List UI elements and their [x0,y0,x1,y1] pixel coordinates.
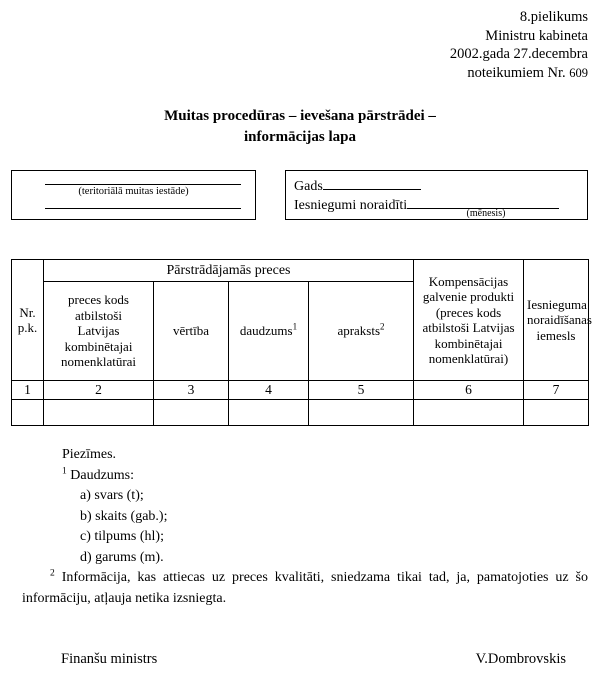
document-reference-header [248,8,588,82]
month-caption: (mēnesis) [466,208,506,219]
form-boxes-row [11,170,588,220]
authority-caption: (teritoriālā muitas iestāde) [78,186,189,197]
page-title [0,106,600,148]
description-footnote-marker: 2 [380,321,385,332]
annex-number: 8.pielikums [519,9,588,25]
cell-compensating-products[interactable] [414,400,524,426]
quantity-footnote-marker: 1 [292,321,298,332]
cell-value[interactable] [154,400,229,426]
description-label: apraksts [337,323,381,339]
year-input[interactable] [323,175,421,190]
cell-quantity[interactable] [229,400,309,426]
column-number-4: 4 [229,381,309,400]
footnote-1-label: Daudzums: [70,467,135,483]
unit-option-d: d) garums (m). [80,549,164,565]
column-header-nr [12,260,44,381]
compensating-line-5: kombinētajai [434,335,503,351]
table-row[interactable] [12,400,589,426]
table-group-header-row [12,260,589,282]
column-header-description [309,282,414,381]
compensating-line-4: atbilstoši Latvijas [422,320,515,335]
regulation-reference [248,64,588,83]
compensating-line-2: galvenie produkti [422,289,515,304]
column-header-nr-line-2: p.k. [17,320,38,335]
regulation-number: 609 [569,65,588,80]
table-column-number-row [12,381,589,400]
unit-option-b: b) skaits (gab.); [80,508,168,524]
rejection-line-2: noraidīšanas [527,312,592,328]
quantity-label: daudzums [239,323,293,339]
footnote-1-marker: 1 [62,465,67,476]
goods-code-line-5: nomenklatūrai [60,354,137,370]
rejection-line-1: Iesnieguma [527,296,587,312]
customs-authority-box [11,170,256,220]
notes-title: Piezīmes. [62,447,117,462]
footnote-1 [62,466,588,487]
column-header-goods-code [44,282,154,381]
rejection-line-3: iemesls [536,327,576,343]
issuing-body: Ministru kabineta [485,27,588,44]
minister-title: Finanšu ministrs [61,651,158,667]
rejected-applications-label: Iesniegumi noraidīti [294,198,408,213]
column-header-compensating-products [414,260,524,381]
goods-information-table [11,259,592,426]
regulation-prefix: noteikumiem Nr. [467,64,566,81]
cell-description[interactable] [309,400,414,426]
column-header-nr-line-1: Nr. [19,304,36,320]
minister-name: V.Dombrovskis [475,651,566,667]
compensating-line-6: nomenklatūrai) [428,351,509,366]
goods-code-line-3: Latvijas [77,323,120,339]
compensating-line-1: Kompensācijas [428,273,509,289]
page-title-line-2: informācijas lapa [243,129,357,145]
unit-option-a: a) svars (t); [80,488,144,503]
month-input[interactable] [407,194,559,209]
goods-code-line-2: atbilstoši [75,307,122,323]
footnote-2 [22,568,588,609]
column-header-rejection-reason [524,260,592,381]
group-header-processed-goods: Pārstrādājamās preces [44,260,414,282]
column-header-quantity [229,282,309,381]
goods-code-line-1: preces kods [67,292,129,308]
page-title-line-1: Muitas procedūras – ievešana pārstrādei – [164,108,436,124]
compensating-line-3: (preces kods [435,304,502,320]
column-number-7: 7 [524,381,589,400]
authority-fill-line-bottom[interactable] [45,208,241,209]
column-number-5: 5 [309,381,414,400]
column-number-1: 1 [12,381,44,400]
unit-option-c: c) tilpums (hl); [80,529,164,544]
cell-goods-code[interactable] [44,400,154,426]
notes-section [22,445,588,609]
column-header-value: vērtība [154,282,229,381]
column-number-2: 2 [44,381,154,400]
cell-nr[interactable] [12,400,44,426]
footnote-2-marker: 2 [50,568,55,579]
year-field-row [294,175,581,195]
regulation-date: 2002.gada 27.decembra [449,46,588,63]
year-label: Gads [294,179,323,194]
declaration-period-box [285,170,588,220]
column-number-3: 3 [154,381,229,400]
footnote-2-text: Informācija, kas attiecas uz preces kvalitāti, sniedzama tikai tad, ja, pamatojoties uz šo informāciju, atļauja netika izsniegta. [22,570,588,606]
column-number-6: 6 [414,381,524,400]
goods-code-line-4: kombinētajai [64,338,133,354]
cell-rejection-reason[interactable] [524,400,589,426]
